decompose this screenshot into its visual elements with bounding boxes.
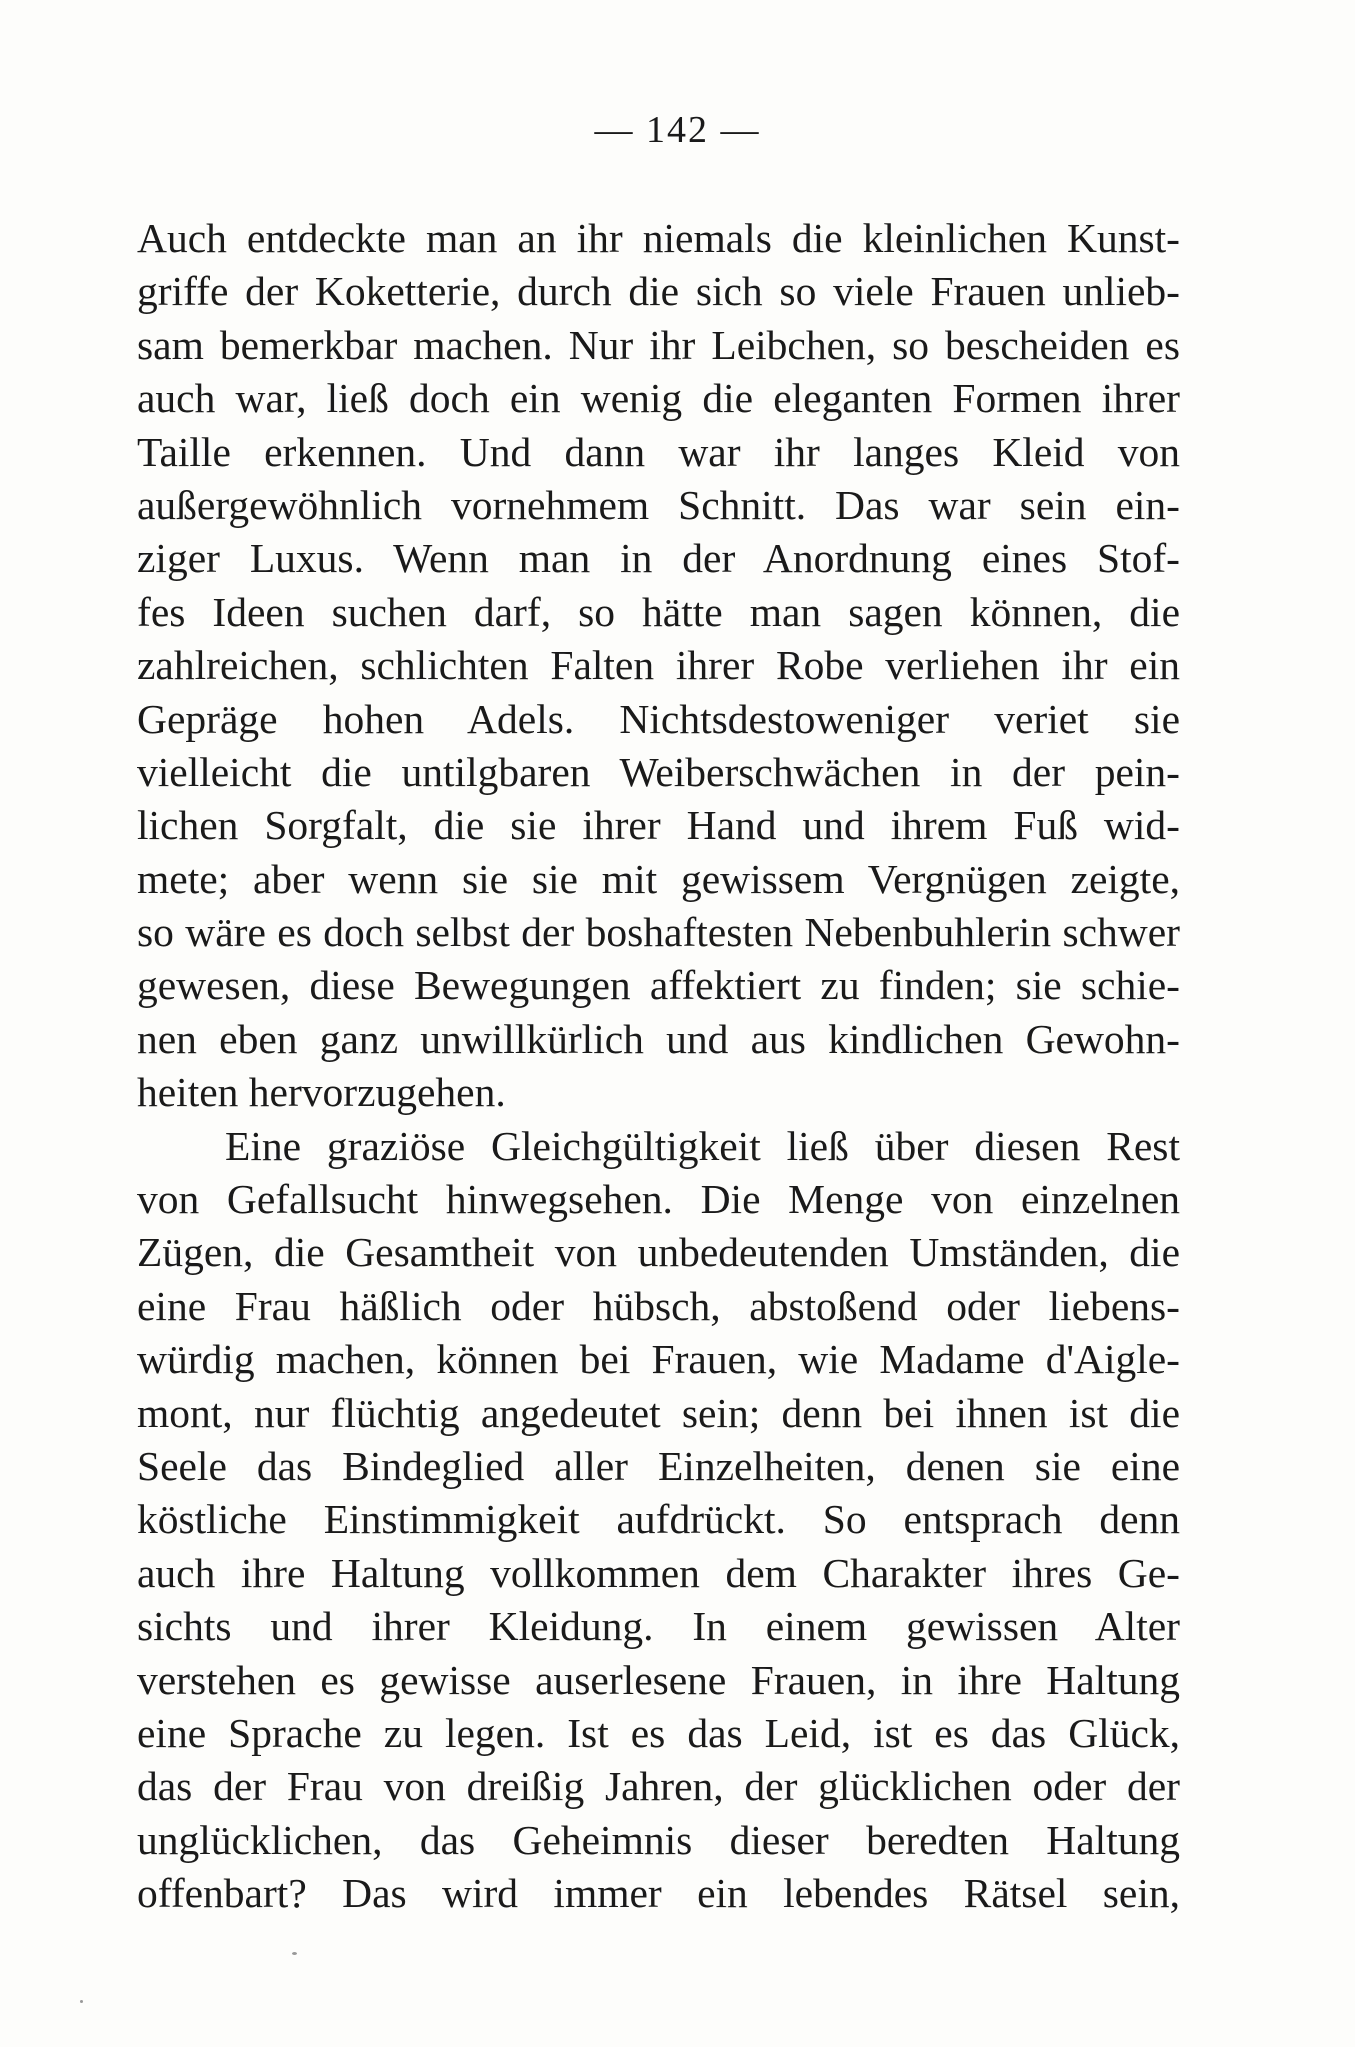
- text-line: eine Sprache zu legen. Ist es das Leid, ist es das Glück,: [137, 1709, 1180, 1756]
- page-number: — 142 —: [594, 109, 761, 151]
- body-text: [137, 212, 1180, 1921]
- text-line: außergewöhnlich vornehmem Schnitt. Das war sein ein-: [137, 481, 1180, 528]
- text-line: auch ihre Haltung vollkommen dem Charakter ihres Ge-: [137, 1549, 1180, 1596]
- text-line: verstehen es gewisse auserlesene Frauen, in ihre Haltung: [137, 1656, 1180, 1703]
- text-line: gewesen, diese Bewegungen affektiert zu finden; sie schie-: [137, 962, 1180, 1009]
- text-line: sichts und ihrer Kleidung. In einem gewissen Alter: [137, 1603, 1180, 1650]
- text-line: würdig machen, können bei Frauen, wie Madame d'Aigle-: [137, 1336, 1180, 1383]
- text-line: Taille erkennen. Und dann war ihr langes Kleid von: [137, 428, 1180, 475]
- text-line: so wäre es doch selbst der boshaftesten Nebenbuhlerin schwer: [137, 909, 1180, 956]
- text-line: zahlreichen, schlichten Falten ihrer Robe verliehen ihr ein: [137, 642, 1180, 689]
- text-line: das der Frau von dreißig Jahren, der glücklichen oder der: [137, 1763, 1180, 1810]
- paragraph-end-line: heiten hervorzugehen.: [137, 1069, 506, 1116]
- text-line: offenbart? Das wird immer ein lebendes Rätsel sein,: [137, 1870, 1180, 1917]
- text-line: köstliche Einstimmigkeit aufdrückt. So entsprach denn: [137, 1496, 1180, 1543]
- paragraph-start-line: Eine graziöse Gleichgültigkeit ließ über diesen Rest: [225, 1122, 1180, 1169]
- text-line: nen eben ganz unwillkürlich und aus kindlichen Gewohn-: [137, 1015, 1180, 1062]
- text-line: eine Frau häßlich oder hübsch, abstoßend oder liebens-: [137, 1282, 1180, 1329]
- paper-speck: [80, 2000, 83, 2003]
- text-line: vielleicht die untilgbaren Weiberschwächen in der pein-: [137, 748, 1180, 795]
- text-line: ziger Luxus. Wenn man in der Anordnung eines Stof-: [137, 535, 1180, 582]
- text-line: von Gefallsucht hinwegsehen. Die Menge von einzelnen: [137, 1176, 1180, 1223]
- text-line: unglücklichen, das Geheimnis dieser beredten Haltung: [137, 1816, 1180, 1863]
- text-line: lichen Sorgfalt, die sie ihrer Hand und ihrem Fuß wid-: [137, 802, 1180, 849]
- text-line: griffe der Koketterie, durch die sich so viele Frauen unlieb-: [137, 268, 1180, 315]
- paper-speck: [292, 1952, 297, 1955]
- text-line: auch war, ließ doch ein wenig die eleganten Formen ihrer: [137, 375, 1180, 422]
- text-line: mont, nur flüchtig angedeutet sein; denn bei ihnen ist die: [137, 1389, 1180, 1436]
- text-line: sam bemerkbar machen. Nur ihr Leibchen, so bescheiden es: [137, 321, 1180, 368]
- text-line: Seele das Bindeglied aller Einzelheiten, denen sie eine: [137, 1442, 1180, 1489]
- text-line: Zügen, die Gesamtheit von unbedeutenden Umständen, die: [137, 1229, 1180, 1276]
- text-line: fes Ideen suchen darf, so hätte man sagen können, die: [137, 588, 1180, 635]
- text-line: mete; aber wenn sie sie mit gewissem Vergnügen zeigte,: [137, 855, 1180, 902]
- text-line: Auch entdeckte man an ihr niemals die kleinlichen Kunst-: [137, 215, 1180, 261]
- text-line: Gepräge hohen Adels. Nichtsdestoweniger veriet sie: [137, 695, 1180, 742]
